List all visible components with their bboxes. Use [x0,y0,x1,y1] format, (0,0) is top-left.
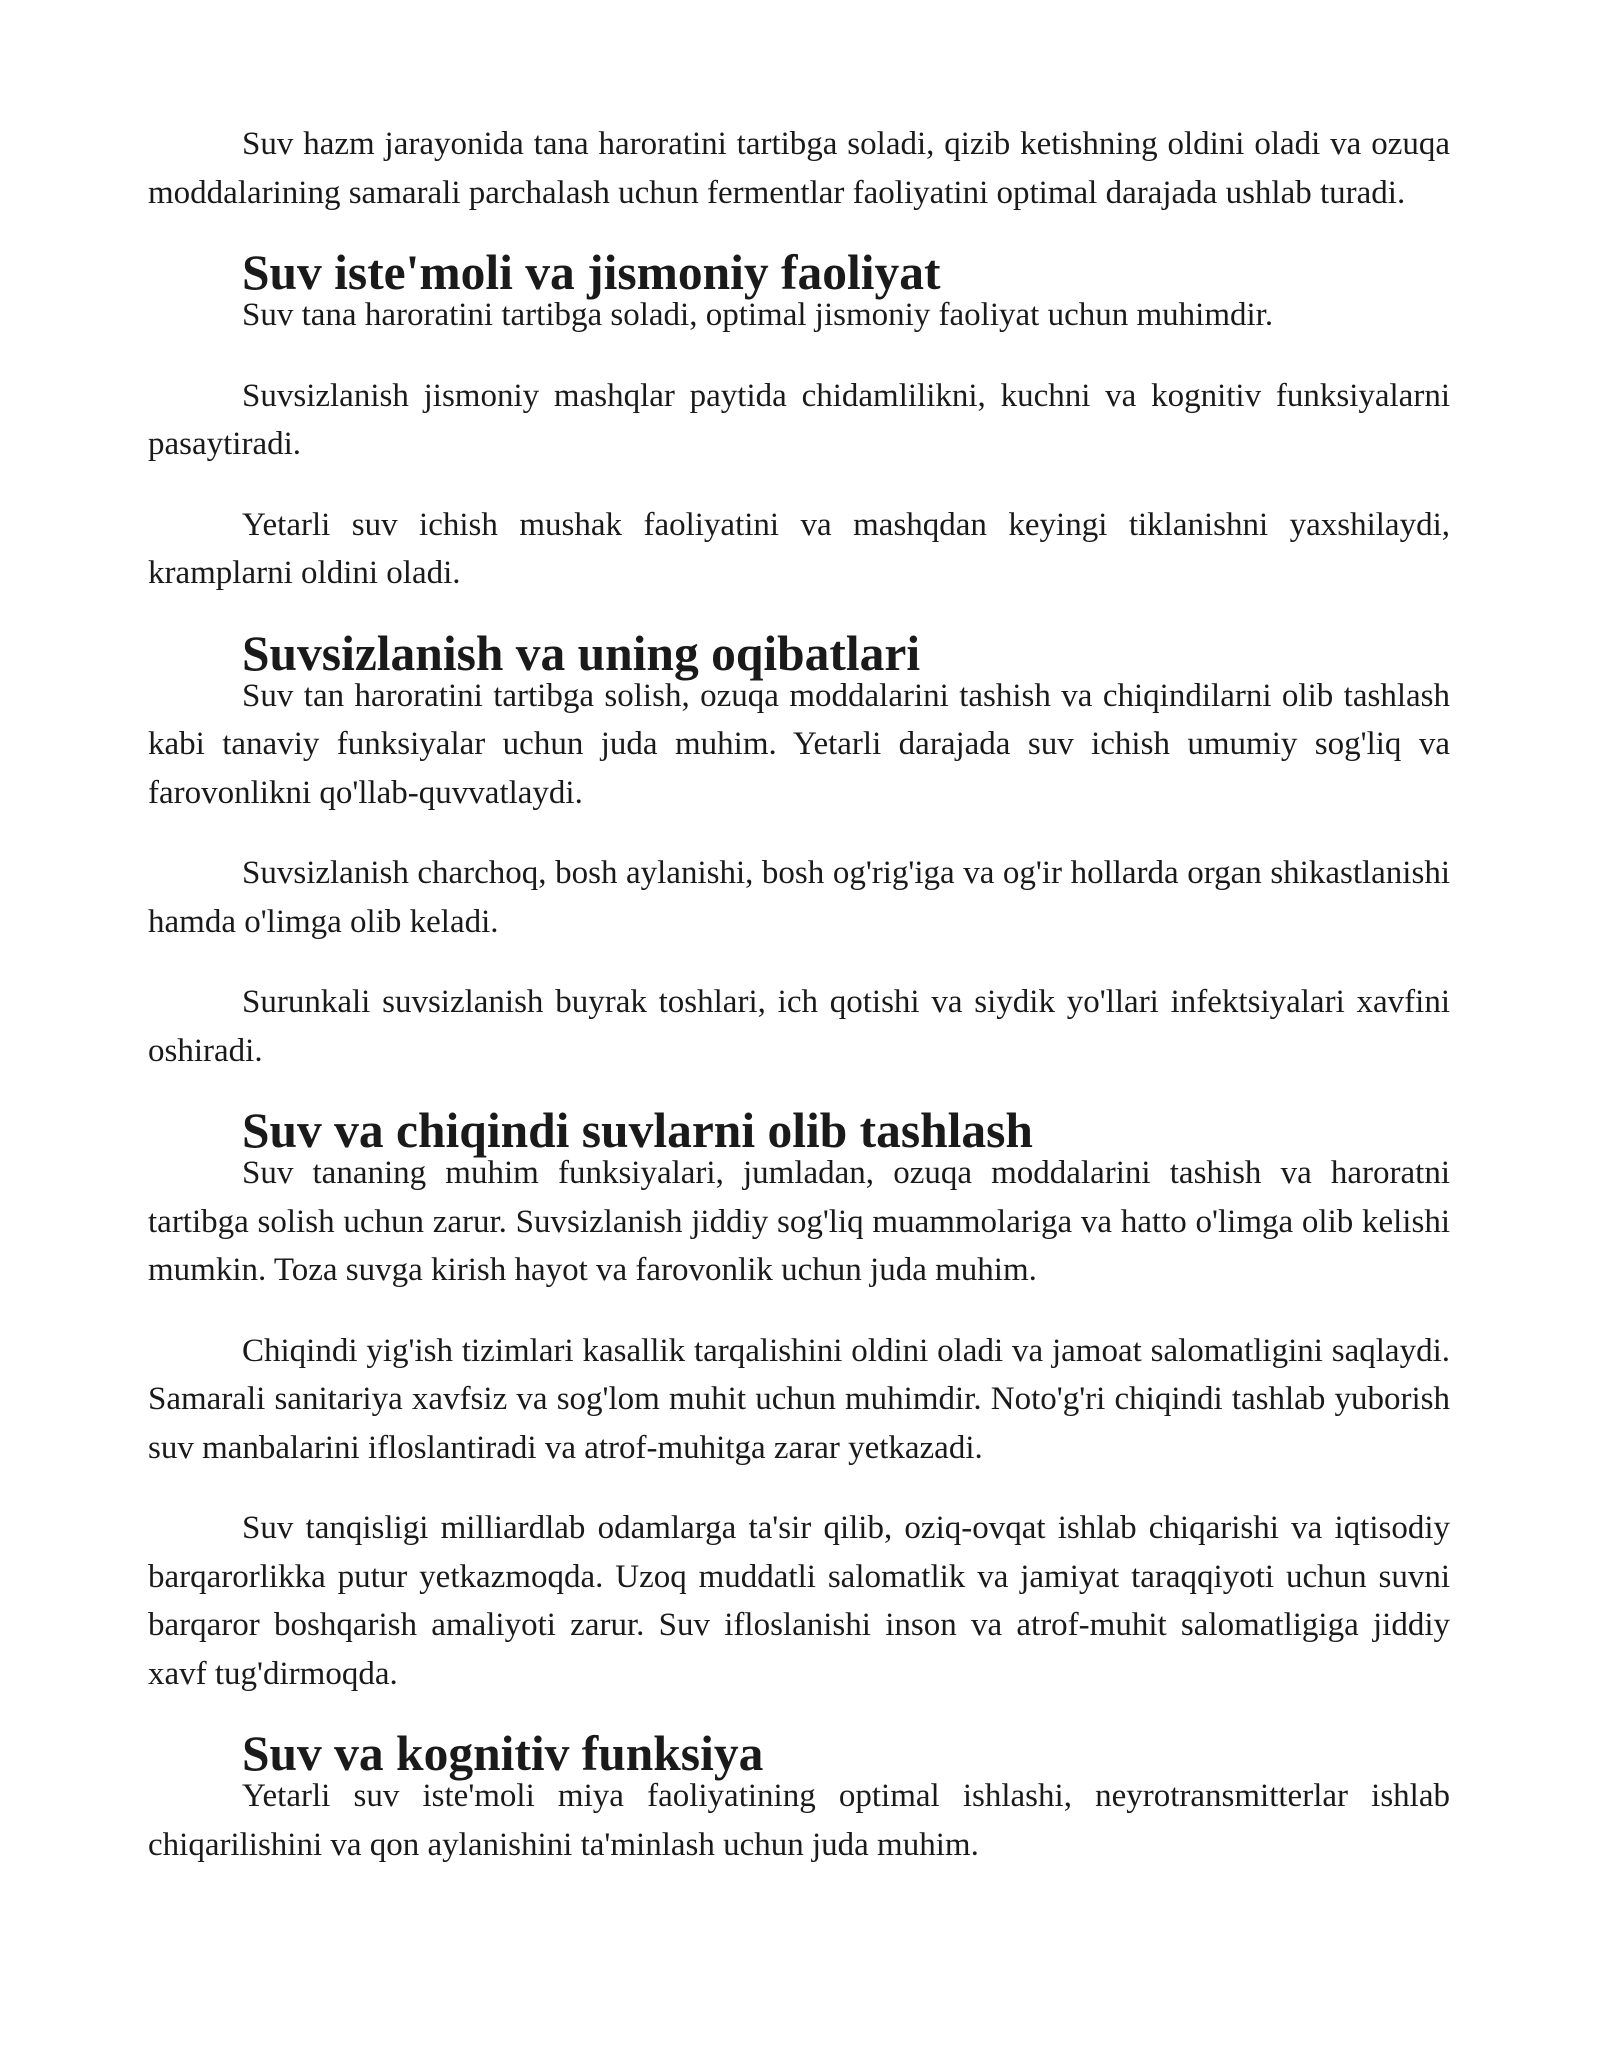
heading-dehydration: Suvsizlanish va uning oqibatlari [242,625,921,681]
paragraph-waste-systems: Chiqindi yig'ish tizimlari kasallik tarqalishini oldini oladi va jamoat salomatligini saqlaydi. Samarali sanitariya xavfsiz va sog'lom muhit uchun muhimdir. Noto'g'ri chiqindi tashlab yuborish suv manbalarini ifloslantiradi va atrof-muhitga zarar yetkazadi. [148,1332,1450,1466]
paragraph-chronic-dehydration: Surunkali suvsizlanish buyrak toshlari, ich qotishi va siydik yo'llari infektsiyalari xavfini oshiradi. [148,984,1450,1069]
paragraph-essential-functions: Suv tananing muhim funksiyalari, jumladan, ozuqa moddalarini tashish va haroratni tartibga solish uchun zarur. Suvsizlanish jiddiy sog'liq muammolariga va hatto o'limga olib kelishi mumkin. Toza suvga kirish hayot va farovonlik uchun juda muhim. [148,1155,1450,1288]
paragraph-digestion: Suv hazm jarayonida tana haroratini tartibga soladi, qizib ketishning oldini oladi va ozuqa moddalarining samarali parchalash uchun fermentlar faoliyatini optimal darajada ushlab turadi. [148,126,1450,211]
paragraph-dehydration-exercise: Suvsizlanish jismoniy mashqlar paytida chidamlilikni, kuchni va kognitiv funksiyalarni pasaytiradi. [148,377,1450,462]
heading-physical-activity: Suv iste'moli va jismoniy faoliyat [242,245,941,300]
paragraph-dehydration-effects: Suvsizlanish charchoq, bosh aylanishi, bosh og'rig'iga va og'ir hollarda organ shikastlanishi hamda o'limga olib keladi. [148,855,1450,940]
heading-cognitive: Suv va kognitiv funksiya [242,1726,764,1781]
paragraph-body-functions: Suv tan haroratini tartibga solish, ozuqa moddalarini tashish va chiqindilarni olib tashlash kabi tanaviy funksiyalar uchun juda muhim. Yetarli darajada suv ichish umumiy sog'liq va farovonlikni qo'llab-quvvatlaydi. [148,677,1450,811]
paragraph-water-scarcity: Suv tanqisligi milliardlab odamlarga ta'sir qilib, oziq-ovqat ishlab chiqarishi va iqtisodiy barqarorlikka putur yetkazmoqda. Uzoq muddatli salomatlik va jamiyat taraqqiyoti uchun suvni barqaror boshqarish amaliyoti zarur. Suv ifloslanishi inson va atrof-muhit salomatligiga jiddiy xavf tug'dirmoqda. [148,1510,1450,1692]
paragraph-temperature: Suv tana haroratini tartibga soladi, optimal jismoniy faoliyat uchun muhimdir. [242,297,1274,333]
paragraph-muscle: Yetarli suv ichish mushak faoliyatini va mashqdan keyingi tiklanishni yaxshilaydi, kramplarni oldini oladi. [148,506,1450,591]
paragraph-brain: Yetarli suv iste'moli miya faoliyatining optimal ishlashi, neyrotransmitterlar ishlab chiqarilishini va qon aylanishini ta'minlash uchun juda muhim. [148,1778,1450,1863]
document-page [148,120,1450,1869]
heading-wastewater: Suv va chiqindi suvlarni olib tashlash [242,1103,1033,1158]
